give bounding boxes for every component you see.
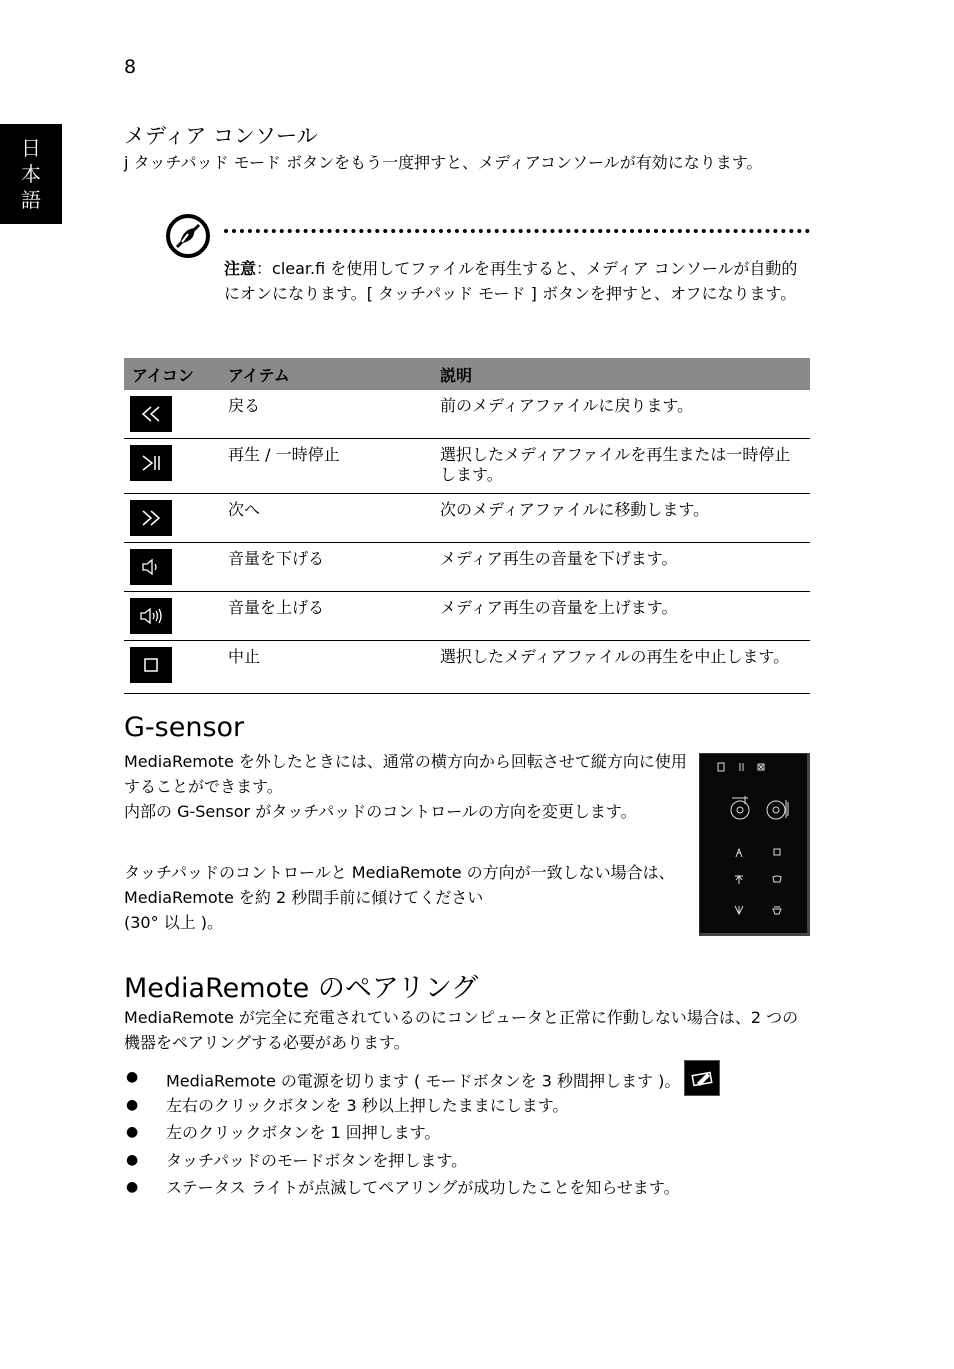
media-controls-table (124, 358, 810, 694)
list-item (124, 1092, 814, 1120)
play-pause-icon (130, 445, 172, 481)
table-cell-item: 音量を下げる (220, 543, 432, 592)
table-cell-description: メディア再生の音量を上げます。 (432, 592, 810, 641)
volume-down-icon (130, 549, 172, 585)
step-text: タッチパッドのモードボタンを押します。 (166, 1150, 468, 1170)
table-header-row (124, 358, 810, 390)
table-row (124, 439, 810, 494)
bullet: ● (126, 1179, 139, 1195)
step-text: 左のクリックボタンを 1 回押します。 (166, 1123, 441, 1142)
lang-tab-char: 語 (21, 188, 41, 212)
page-number: 8 (124, 56, 137, 78)
gsensor-paragraph: タッチパッドのコントロールと MediaRemote の方向が一致しない場合は、MediaRemote を約 2 秒間手前に傾けてください (124, 863, 675, 907)
list-item (124, 1119, 814, 1147)
table-cell-item: 再生 / 一時停止 (220, 439, 432, 494)
table-cell-item: 音量を上げる (220, 592, 432, 641)
bullet: ● (126, 1151, 139, 1168)
bullet: ● (126, 1069, 139, 1085)
gsensor-intro (124, 749, 694, 824)
table-row (124, 494, 810, 543)
pairing-steps-list (124, 1064, 814, 1202)
column-header-item: アイテム (220, 358, 432, 390)
table-cell-item: 戻る (220, 390, 432, 439)
note-divider (224, 229, 810, 233)
step-text: ステータス ライトが点滅してペアリングが成功したことを知らせます。 (166, 1178, 680, 1197)
pairing-heading: MediaRemote のペアリング (124, 973, 479, 1004)
step-text: MediaRemote の電源を切ります ( モードボタンを 3 秒間押します )。 (166, 1071, 681, 1091)
rewind-icon (130, 396, 172, 432)
note-icon (164, 212, 212, 260)
table-cell-description: 選択したメディアファイルの再生を中止します。 (432, 641, 810, 694)
gsensor-paragraph: MediaRemote を外したときには、通常の横方向から回転させて縦方向に使用することができます。 (124, 752, 687, 796)
note-label: 注意 (224, 259, 257, 278)
column-header-description: 説明 (432, 358, 810, 390)
step-text: 左右のクリックボタンを 3 秒以上押したままにします。 (166, 1095, 569, 1115)
list-item (124, 1174, 814, 1202)
list-item (124, 1147, 814, 1175)
lang-tab-char: 日 (21, 136, 41, 160)
pairing-body: MediaRemote が完全に充電されているのにコンピュータと正常に作動しない場合は、2 つの機器をペアリングする必要があります。 (124, 1008, 799, 1052)
stop-icon (130, 647, 172, 683)
table-cell-description: 次のメディアファイルに移動します。 (432, 494, 810, 543)
note-body: ：clear.fi を使用してファイルを再生すると、メディア コンソールが自動的にオンになります。[ タッチパッド モード ] ボタンを押すと、オフになります。 (224, 259, 798, 303)
media-console-body: j タッチパッド モード ボタンをもう一度押すと、メディアコンソールが有効になります。 (124, 153, 763, 172)
list-item (124, 1064, 814, 1092)
table-row (124, 641, 810, 694)
column-header-icon: アイコン (124, 358, 220, 390)
language-tab (0, 124, 62, 224)
table-cell-item: 次へ (220, 494, 432, 543)
media-console-heading: メディア コンソール (124, 124, 318, 148)
gsensor-heading: G-sensor (124, 712, 245, 743)
media-remote-illustration (699, 753, 810, 936)
fast-forward-icon (130, 500, 172, 536)
volume-up-icon (130, 598, 172, 634)
table-row (124, 592, 810, 641)
note-text (224, 256, 804, 306)
table-row (124, 543, 810, 592)
lang-tab-char: 本 (21, 162, 41, 186)
bullet: ● (126, 1096, 139, 1113)
bullet: ● (126, 1124, 139, 1140)
gsensor-tilt-instructions (124, 860, 694, 935)
gsensor-paragraph: (30° 以上 )。 (124, 913, 224, 932)
table-cell-description: 前のメディアファイルに戻ります。 (432, 390, 810, 439)
table-cell-item: 中止 (220, 641, 432, 694)
table-cell-description: 選択したメディアファイルを再生または一時停止します。 (432, 439, 810, 494)
gsensor-paragraph: 内部の G-Sensor がタッチパッドのコントロールの方向を変更します。 (124, 802, 637, 821)
table-cell-description: メディア再生の音量を下げます。 (432, 543, 810, 592)
table-row (124, 390, 810, 439)
